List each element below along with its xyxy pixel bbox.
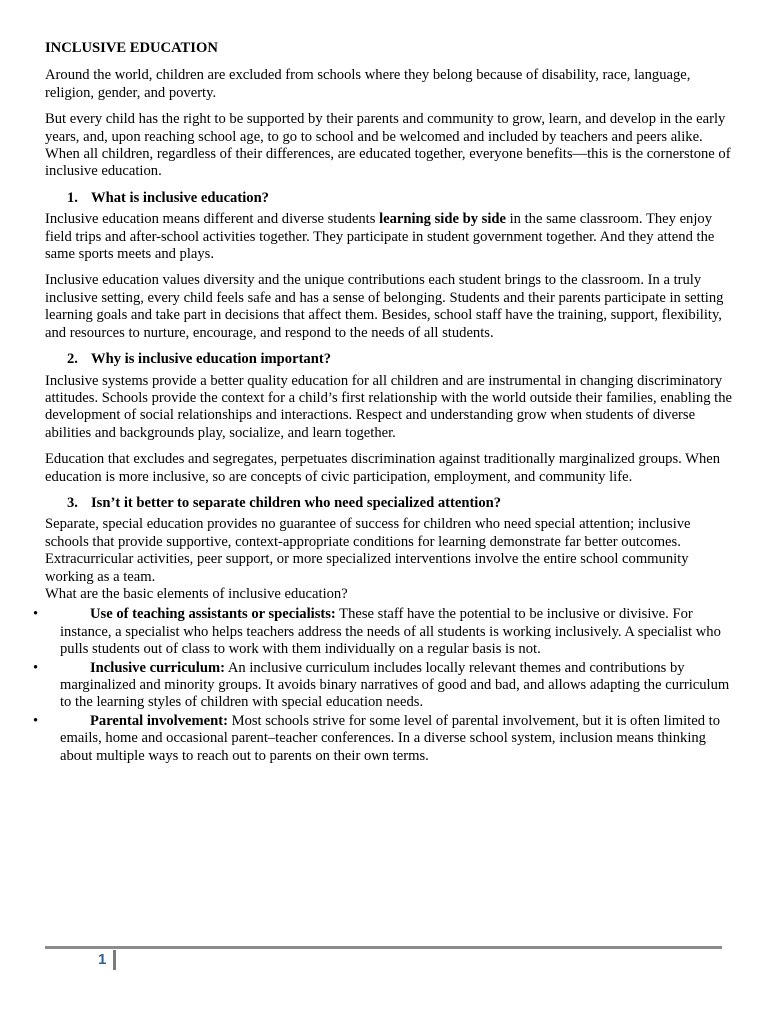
section-3-paragraph-2: What are the basic elements of inclusive education? xyxy=(45,585,348,602)
page-number: 1 xyxy=(98,951,107,968)
section-1-paragraph-1 xyxy=(45,211,735,263)
section-3-number: 3. xyxy=(67,494,78,511)
section-2-heading xyxy=(67,351,735,368)
section-3-heading-text: Isn’t it better to separate children who need specialized attention? xyxy=(91,494,502,511)
bullet-text: An inclusive curriculum includes locally relevant themes and contributions by marginalized and minority groups. It avoids binary narratives of good and bad, and allows adapting the curriculum to the learning styles of children with special education needs. xyxy=(60,659,730,711)
section-3-heading xyxy=(67,495,735,512)
bullet-term: Parental involvement: xyxy=(90,712,228,729)
section-1-emphasis: learning side by side xyxy=(379,211,506,228)
section-1-paragraph-2: Inclusive education values diversity and the unique contributions each student brings to the classroom. In a truly inclusive setting, every child feels safe and has a sense of belonging. Students and their parents participate in setting learning goals and take part in decisions that affect them. Besides, school staff have the training, support, flexibility, and resources to nurture, encourage, and respond to the needs of all students. xyxy=(45,272,724,341)
list-item xyxy=(33,712,735,765)
page-number-divider xyxy=(113,950,116,970)
bullet-icon: • xyxy=(33,659,39,676)
bullet-term: Use of teaching assistants or specialists: xyxy=(90,606,336,623)
footer-rule xyxy=(45,946,722,949)
section-2-paragraph-1: Inclusive systems provide a better quality education for all children and are instrumental in changing discriminatory attitudes. Schools provide the context for a child’s first relationship with the world outside their families, enabling the development of social relationships and interactions. Respect and understanding grow when students of diverse abilities and backgrounds play, socialize, and learn together. xyxy=(45,372,732,441)
bullet-text: Most schools strive for some level of parental involvement, but it is often limited to emails, home and occasional parent–teacher conferences. In a diverse school system, inclusion means thinking about multiple ways to reach out to parents on their own terms. xyxy=(60,712,721,764)
elements-bullet-list xyxy=(33,606,735,765)
section-1-heading-text: What is inclusive education? xyxy=(91,189,269,206)
list-item xyxy=(33,606,735,658)
section-3-paragraph-1: Separate, special education provides no guarantee of success for children who need special attention; inclusive schools that provide supportive, context-appropriate conditions for learning demonstrate far better outcomes. Extracurricular activities, peer support, or more specialized interventions involve the entire school community working as a team. xyxy=(45,516,691,585)
section-2-heading-text: Why is inclusive education important? xyxy=(91,351,332,368)
bullet-term: Inclusive curriculum: xyxy=(90,659,225,676)
document-page xyxy=(33,40,735,766)
bullet-text: These staff have the potential to be inclusive or divisive. For instance, a specialist who helps teachers address the needs of all students is working inclusively. A specialist who pulls students out of class to work with them individually on a regular basis is not. xyxy=(60,606,721,658)
section-1-text: Inclusive education means different and diverse students xyxy=(45,211,380,228)
section-2-number: 2. xyxy=(67,351,78,368)
document-title: INCLUSIVE EDUCATION xyxy=(45,40,218,56)
intro-paragraph-1: Around the world, children are excluded from schools where they belong because of disability, race, language, religion, gender, and poverty. xyxy=(45,67,691,101)
section-2-paragraph-2: Education that excludes and segregates, perpetuates discrimination against traditionally marginalized groups. When education is more inclusive, so are concepts of civic participation, employment, and community life. xyxy=(45,451,721,485)
list-item xyxy=(33,659,735,712)
section-1-heading xyxy=(67,190,735,207)
section-1-text-cont: in the same classroom. They enjoy field trips and after-school activities together. They participate in student government together. And they attend the same sports meets and plays. xyxy=(45,211,715,263)
intro-paragraph-2: But every child has the right to be supported by their parents and community to grow, learn, and develop in the early years, and, upon reaching school age, to go to school and be welcomed and included by teachers and peers alike. When all children, regardless of their differences, are educated together, everyone benefits—this is the cornerstone of inclusive education. xyxy=(45,111,731,180)
bullet-icon: • xyxy=(33,606,39,623)
section-1-number: 1. xyxy=(67,189,78,206)
bullet-icon: • xyxy=(33,712,39,729)
